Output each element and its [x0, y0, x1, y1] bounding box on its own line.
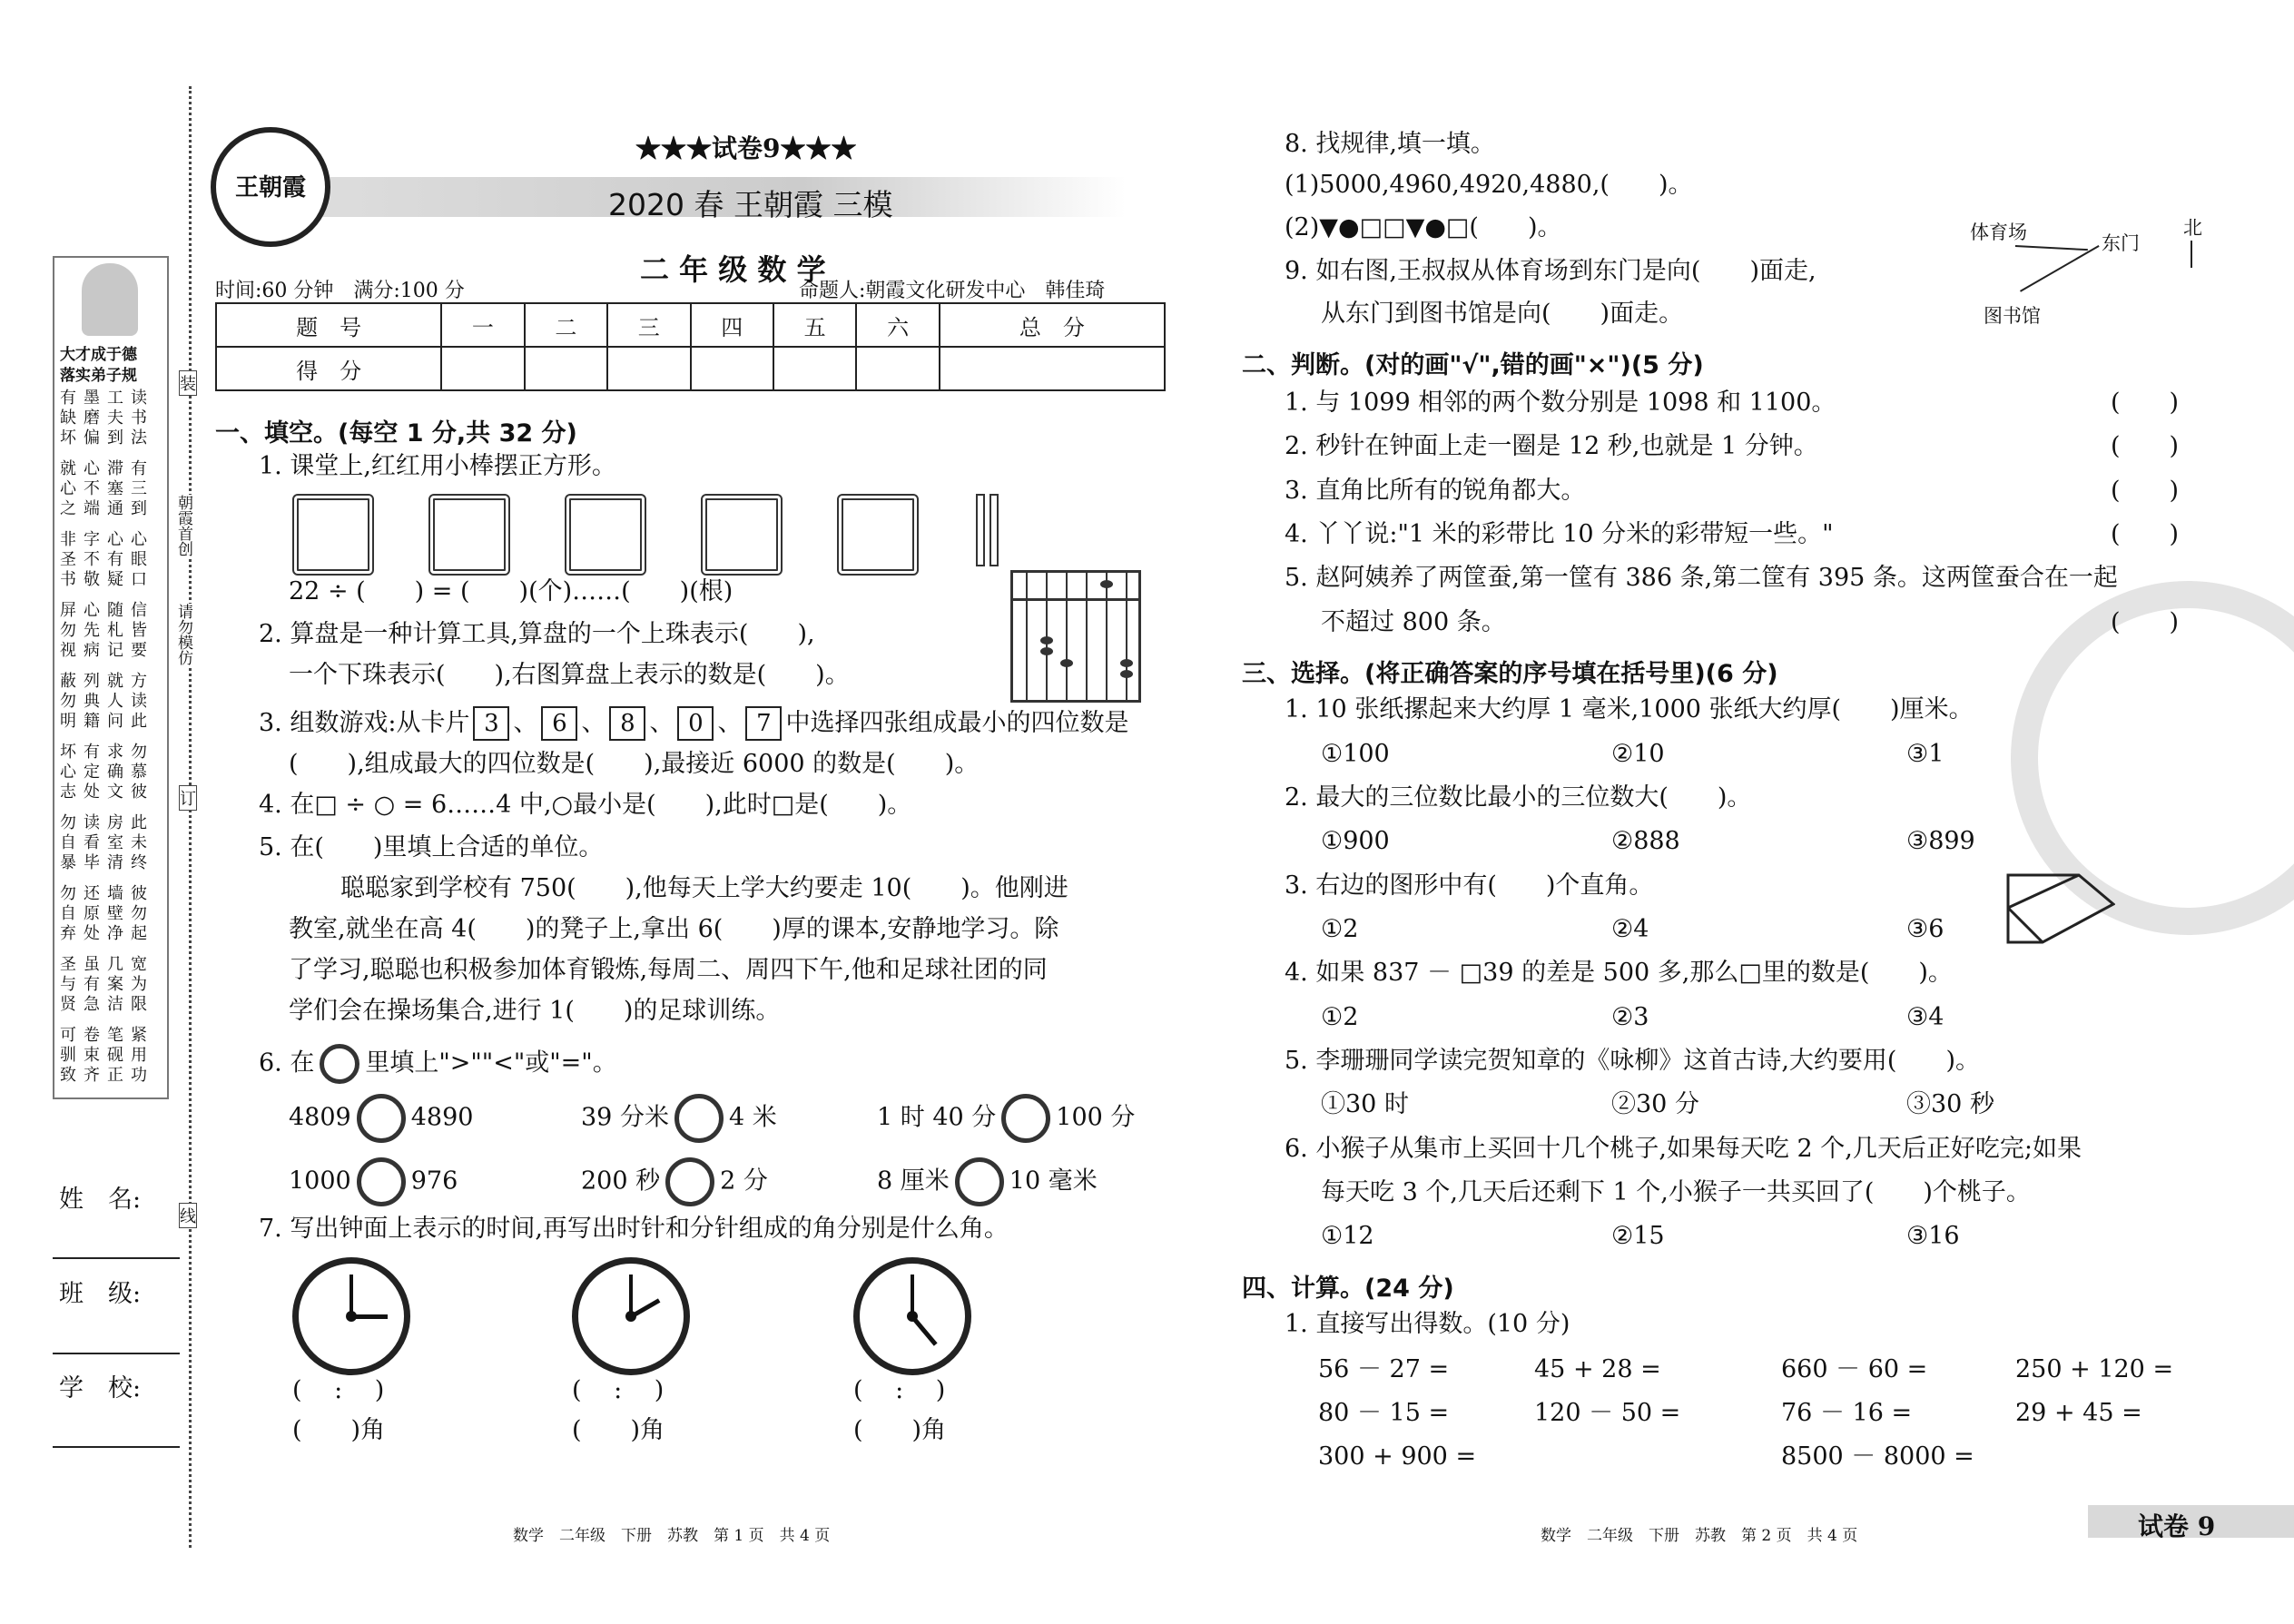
compare-right: 976 [410, 1166, 458, 1196]
table-cell: 二 [525, 303, 607, 347]
motto-column: 圣不有眼 [60, 550, 154, 569]
q7-text: 7. 写出钟面上表示的时间,再写出时针和分针组成的角分别是什么角。 [259, 1215, 1009, 1243]
calc-item: 76 － 16 = [1781, 1399, 1913, 1427]
compare-item [581, 1094, 777, 1143]
clock-face-icon [572, 1257, 690, 1375]
q3-line-2: ( ),组成最大的四位数是( ),最接近 6000 的数是( )。 [289, 750, 980, 778]
q8-part-1: (1)5000,4960,4920,4880,( )。 [1285, 171, 1693, 199]
table-cell: 一 [441, 303, 524, 347]
compare-circle-icon [320, 1044, 359, 1084]
calc-subtitle: 1. 直接写出得数。(10 分) [1285, 1310, 1570, 1338]
clock-time-blank: ( : ) [572, 1376, 665, 1404]
choice-option: ②888 [1611, 827, 1680, 855]
compare-left: 39 分米 [581, 1103, 669, 1132]
choice-question: 3. 右边的图形中有( )个直角。 [1285, 871, 1654, 900]
choice-question-continued: 每天吃 3 个,几天后还剩下 1 个,小猴子一共买回了( )个桃子。 [1321, 1178, 2031, 1206]
number-card: 3 [473, 706, 509, 741]
score-input-cell[interactable] [940, 347, 1165, 390]
cut-label-3: 请勿模仿 [172, 604, 195, 665]
table-cell: 六 [856, 303, 939, 347]
judge-item-continued: 不超过 800 条。 [1321, 608, 1506, 636]
motto-column: 致齐正功 [60, 1066, 154, 1085]
compare-left: 4809 [289, 1103, 351, 1132]
choice-option: ③30 秒 [1906, 1090, 1994, 1118]
right-footer: 数学 二年级 下册 苏教 第 2 页 共 4 页 [1541, 1527, 1858, 1545]
motto-column: 暴毕清终 [60, 853, 154, 872]
abacus-figure [1010, 570, 1141, 703]
score-input-cell[interactable] [525, 347, 607, 390]
q2-line-1: 2. 算盘是一种计算工具,算盘的一个上珠表示( ), [259, 620, 815, 648]
right-angle-figure [2006, 871, 2115, 944]
section-2-heading: 二、判断。(对的画"√",错的画"×")(5 分) [1242, 351, 1704, 379]
choice-option: ②10 [1611, 740, 1665, 768]
q5-para-3: 了学习,聪聪也积极参加体育锻炼,每周二、周四下午,他和足球社团的同 [289, 956, 1048, 984]
number-card: 8 [609, 706, 645, 741]
choice-option: ②15 [1611, 1222, 1665, 1250]
choice-option: ①12 [1321, 1222, 1374, 1250]
score-input-cell[interactable] [607, 347, 690, 390]
name-label: 姓 名: [59, 1186, 142, 1214]
motto-column: 弃处净起 [60, 924, 154, 943]
exam-title: 2020 春 王朝霞 三模 [608, 187, 893, 222]
scholar-figure [82, 263, 138, 336]
choice-option: ①30 时 [1321, 1090, 1409, 1118]
motto-column: 圣虽几宽 [60, 955, 154, 974]
score-input-cell[interactable] [773, 347, 856, 390]
choice-option: ①2 [1321, 1003, 1359, 1031]
compare-left: 1000 [289, 1166, 351, 1196]
judge-item: 5. 赵阿姨养了两筐蚕,第一筐有 386 条,第二筐有 395 条。这两筐蚕合在一起 [1285, 564, 2118, 592]
table-cell: 题 号 [216, 303, 441, 347]
motto-column: 非字心心 [60, 530, 154, 549]
motto-column: 勿读房此 [60, 813, 154, 832]
compare-right: 10 毫米 [1009, 1166, 1098, 1196]
choice-option: ①100 [1321, 740, 1390, 768]
choice-option: ①2 [1321, 915, 1359, 943]
judge-answer-blank[interactable]: ( ) [2111, 432, 2180, 460]
subject-title: 二 年 级 数 学 [640, 252, 826, 287]
motto-column: 缺磨夫书 [60, 408, 154, 428]
stick-figure [976, 494, 985, 566]
map-label-library: 图书馆 [1984, 305, 2041, 327]
score-table-score-row [216, 347, 1165, 390]
compare-circle-icon[interactable] [665, 1157, 714, 1206]
motto-column: 视病记要 [60, 641, 154, 660]
q6-text [259, 1044, 617, 1084]
calc-item: 56 － 27 = [1318, 1355, 1450, 1383]
judge-answer-blank[interactable]: ( ) [2111, 477, 2180, 505]
left-footer: 数学 二年级 下册 苏教 第 1 页 共 4 页 [513, 1527, 831, 1545]
q9-line-1: 9. 如右图,王叔叔从体育场到东门是向( )面走, [1285, 257, 1816, 285]
motto-column: 心定确慕 [60, 763, 154, 782]
compare-right: 100 分 [1056, 1103, 1136, 1132]
clock-angle-blank: ( )角 [572, 1416, 665, 1444]
motto-column: 驯束砚用 [60, 1046, 154, 1065]
map-label-north: 北 [2183, 217, 2202, 239]
compare-circle-icon[interactable] [357, 1094, 406, 1143]
q1-formula: 22 ÷ ( ) = ( )(个)……( )(根) [289, 577, 733, 605]
compare-left: 1 时 40 分 [877, 1103, 997, 1132]
square-figure [701, 494, 783, 576]
class-label: 班 级: [59, 1280, 142, 1308]
judge-item: 4. 丫丫说:"1 米的彩带比 10 分米的彩带短一些。" [1285, 520, 1834, 548]
q2-line-2: 一个下珠表示( ),右图算盘上表示的数是( )。 [289, 661, 850, 689]
compare-item [289, 1094, 473, 1143]
map-label-stadium: 体育场 [1970, 221, 2027, 243]
school-label: 学 校: [59, 1374, 142, 1403]
motto-column: 与有案为 [60, 975, 154, 994]
class-field[interactable] [53, 1353, 180, 1354]
q5-para-1: 聪聪家到学校有 750( ),他每天上学大约要走 10( )。他刚进 [340, 874, 1068, 902]
motto-column: 勿典人读 [60, 692, 154, 711]
motto-column: 坏有求勿 [60, 743, 154, 762]
judge-item: 3. 直角比所有的锐角都大。 [1285, 477, 1586, 505]
choice-option: ①900 [1321, 827, 1390, 855]
judge-item: 1. 与 1099 相邻的两个数分别是 1098 和 1100。 [1285, 389, 1836, 417]
compare-circle-icon[interactable] [1001, 1094, 1050, 1143]
choice-option: ③899 [1906, 827, 1975, 855]
q3-suffix: 中选择四张组成最小的四位数是 [785, 709, 1129, 737]
map-label-east-gate: 东门 [2102, 232, 2140, 254]
score-table-header-row [216, 303, 1165, 347]
calc-item: 660 － 60 = [1781, 1355, 1928, 1383]
motto-column: 贤急洁限 [60, 995, 154, 1014]
motto-column: 可卷笔紧 [60, 1026, 154, 1045]
sidebar-slogan-2: 落实弟子规 [60, 367, 137, 385]
number-card: 7 [745, 706, 782, 741]
judge-item: 2. 秒针在钟面上走一圈是 12 秒,也就是 1 分钟。 [1285, 432, 1818, 460]
compare-right: 4 米 [728, 1103, 777, 1132]
calc-item: 250 + 120 = [2015, 1355, 2174, 1383]
square-figure [428, 494, 510, 576]
square-figure [837, 494, 919, 576]
square-figure [565, 494, 646, 576]
q6-prefix: 6. 在 [259, 1048, 315, 1078]
q5-para-2: 教室,就坐在高 4( )的凳子上,拿出 6( )厚的课本,安静地学习。除 [289, 915, 1059, 943]
choice-question: 1. 10 张纸摞起来大约厚 1 毫米,1000 张纸大约厚( )厘米。 [1285, 695, 1974, 723]
motto-column: 就心滞有 [60, 459, 154, 478]
motto-column: 书敬疑口 [60, 570, 154, 589]
section-1-heading: 一、填空。(每空 1 分,共 32 分) [215, 419, 577, 448]
motto-column: 心不塞三 [60, 479, 154, 498]
cut-label-4: 订 [179, 785, 197, 811]
name-field[interactable] [53, 1257, 180, 1259]
compare-item [289, 1157, 458, 1206]
clock-angle-blank: ( )角 [292, 1416, 386, 1444]
cut-label-5: 线 [179, 1203, 197, 1228]
choice-option: ②3 [1611, 1003, 1649, 1031]
motto-column: 蔽列就方 [60, 672, 154, 691]
stick-figure [989, 494, 999, 566]
q5-text: 5. 在( )里填上合适的单位。 [259, 833, 604, 861]
calc-item: 80 － 15 = [1318, 1399, 1450, 1427]
compare-right: 4890 [410, 1103, 474, 1132]
motto-column: 坏偏到法 [60, 428, 154, 448]
choice-question: 2. 最大的三位数比最小的三位数大( )。 [1285, 783, 1752, 812]
calc-item: 29 + 45 = [2015, 1399, 2142, 1427]
table-cell: 五 [773, 303, 856, 347]
number-card: 6 [541, 706, 577, 741]
motto-column: 志处文彼 [60, 782, 154, 802]
author: 命题人:朝霞文化研发中心 韩佳琦 [799, 280, 1106, 302]
q8-text: 8. 找规律,填一填。 [1285, 130, 1495, 158]
table-cell: 四 [691, 303, 773, 347]
square-figure [292, 494, 374, 576]
choice-option: ②30 分 [1611, 1090, 1699, 1118]
section-4-heading: 四、计算。(24 分) [1242, 1275, 1454, 1303]
score-input-cell[interactable] [441, 347, 524, 390]
school-field[interactable] [53, 1446, 180, 1448]
clock-time-blank: ( : ) [292, 1376, 385, 1404]
q6-suffix: 里填上">""<"或"="。 [365, 1048, 617, 1078]
cut-label-1: 装 [179, 370, 197, 396]
choice-option: ③16 [1906, 1222, 1960, 1250]
logo [211, 127, 330, 247]
calc-item: 120 － 50 = [1534, 1399, 1681, 1427]
table-cell: 总 分 [940, 303, 1165, 347]
sidebar-slogan-1: 大才成于德 [60, 346, 137, 364]
table-cell: 得 分 [216, 347, 441, 390]
q5-para-4: 学们会在操场集合,进行 1( )的足球训练。 [289, 997, 781, 1025]
sidebar-motto [53, 381, 165, 1098]
table-cell: 三 [607, 303, 690, 347]
compare-item [877, 1157, 1098, 1206]
compare-right: 2 分 [720, 1166, 768, 1196]
number-card: 0 [677, 706, 714, 741]
compare-left: 8 厘米 [877, 1166, 950, 1196]
compare-item [877, 1094, 1135, 1143]
compare-item [581, 1157, 768, 1206]
footer-tag: 试卷 9 [2138, 1511, 2216, 1541]
time-score: 时间:60 分钟 满分:100 分 [215, 280, 465, 302]
motto-column: 之端通到 [60, 499, 154, 518]
calc-item: 8500 － 8000 = [1781, 1442, 1974, 1471]
exam-series: ★★★试卷9★★★ [635, 133, 857, 163]
choice-question: 5. 李珊珊同学读完贺知章的《咏柳》这首古诗,大约要用( )。 [1285, 1047, 1980, 1075]
q1-text: 1. 课堂上,红红用小棒摆正方形。 [259, 452, 616, 480]
motto-column: 勿先札皆 [60, 621, 154, 640]
motto-column: 有墨工读 [60, 389, 154, 408]
clock-face-icon [853, 1257, 971, 1375]
q3-prefix: 3. 组数游戏:从卡片 [259, 709, 470, 737]
choice-option: ③6 [1906, 915, 1944, 943]
judge-answer-blank[interactable]: ( ) [2111, 608, 2180, 636]
calc-item: 300 + 900 = [1318, 1442, 1477, 1471]
clock-time-blank: ( : ) [853, 1376, 946, 1404]
score-input-cell[interactable] [691, 347, 773, 390]
compare-circle-icon[interactable] [955, 1157, 1004, 1206]
choice-option: ③1 [1906, 740, 1944, 768]
clock-angle-blank: ( )角 [853, 1416, 947, 1444]
motto-column: 自原壁勿 [60, 904, 154, 923]
logo-text: 王朝霞 [234, 174, 306, 202]
north-arrow-icon [2191, 241, 2192, 268]
direction-map [1961, 209, 2206, 327]
choice-option: ③4 [1906, 1003, 1944, 1031]
q3-line-1: 3. 组数游戏:从卡片 3 、 6 、 8 、 0 、 7 中选择四张组成最小的四位数是 [259, 706, 1128, 741]
choice-question: 4. 如果 837 － □39 的差是 500 多,那么□里的数是( )。 [1285, 959, 1953, 987]
choice-question: 6. 小猴子从集市上买回十几个桃子,如果每天吃 2 个,几天后正好吃完;如果 [1285, 1135, 2082, 1163]
section-3-heading: 三、选择。(将正确答案的序号填在括号里)(6 分) [1242, 660, 1778, 688]
compare-left: 200 秒 [581, 1166, 661, 1196]
cut-label-2: 朝霞首创 [172, 495, 195, 556]
q9-line-2: 从东门到图书馆是向( )面走。 [1321, 300, 1684, 328]
calc-item: 45 + 28 = [1534, 1355, 1661, 1383]
score-table [215, 302, 1166, 391]
cut-line [189, 86, 192, 1548]
choice-option: ②4 [1611, 915, 1649, 943]
q8-part-2: (2)▼●□□▼●□( )。 [1285, 213, 1562, 241]
motto-column: 勿还墙彼 [60, 884, 154, 903]
clock-face-icon [292, 1257, 410, 1375]
motto-column: 屏心随信 [60, 601, 154, 620]
motto-column: 明籍问此 [60, 712, 154, 731]
motto-column: 自看室未 [60, 833, 154, 852]
score-input-cell[interactable] [856, 347, 939, 390]
compare-circle-icon[interactable] [357, 1157, 406, 1206]
compare-circle-icon[interactable] [674, 1094, 724, 1143]
judge-answer-blank[interactable]: ( ) [2111, 389, 2180, 417]
q4-text: 4. 在□ ÷ ○ = 6……4 中,○最小是( ),此时□是( )。 [259, 791, 912, 819]
judge-answer-blank[interactable]: ( ) [2111, 520, 2180, 548]
